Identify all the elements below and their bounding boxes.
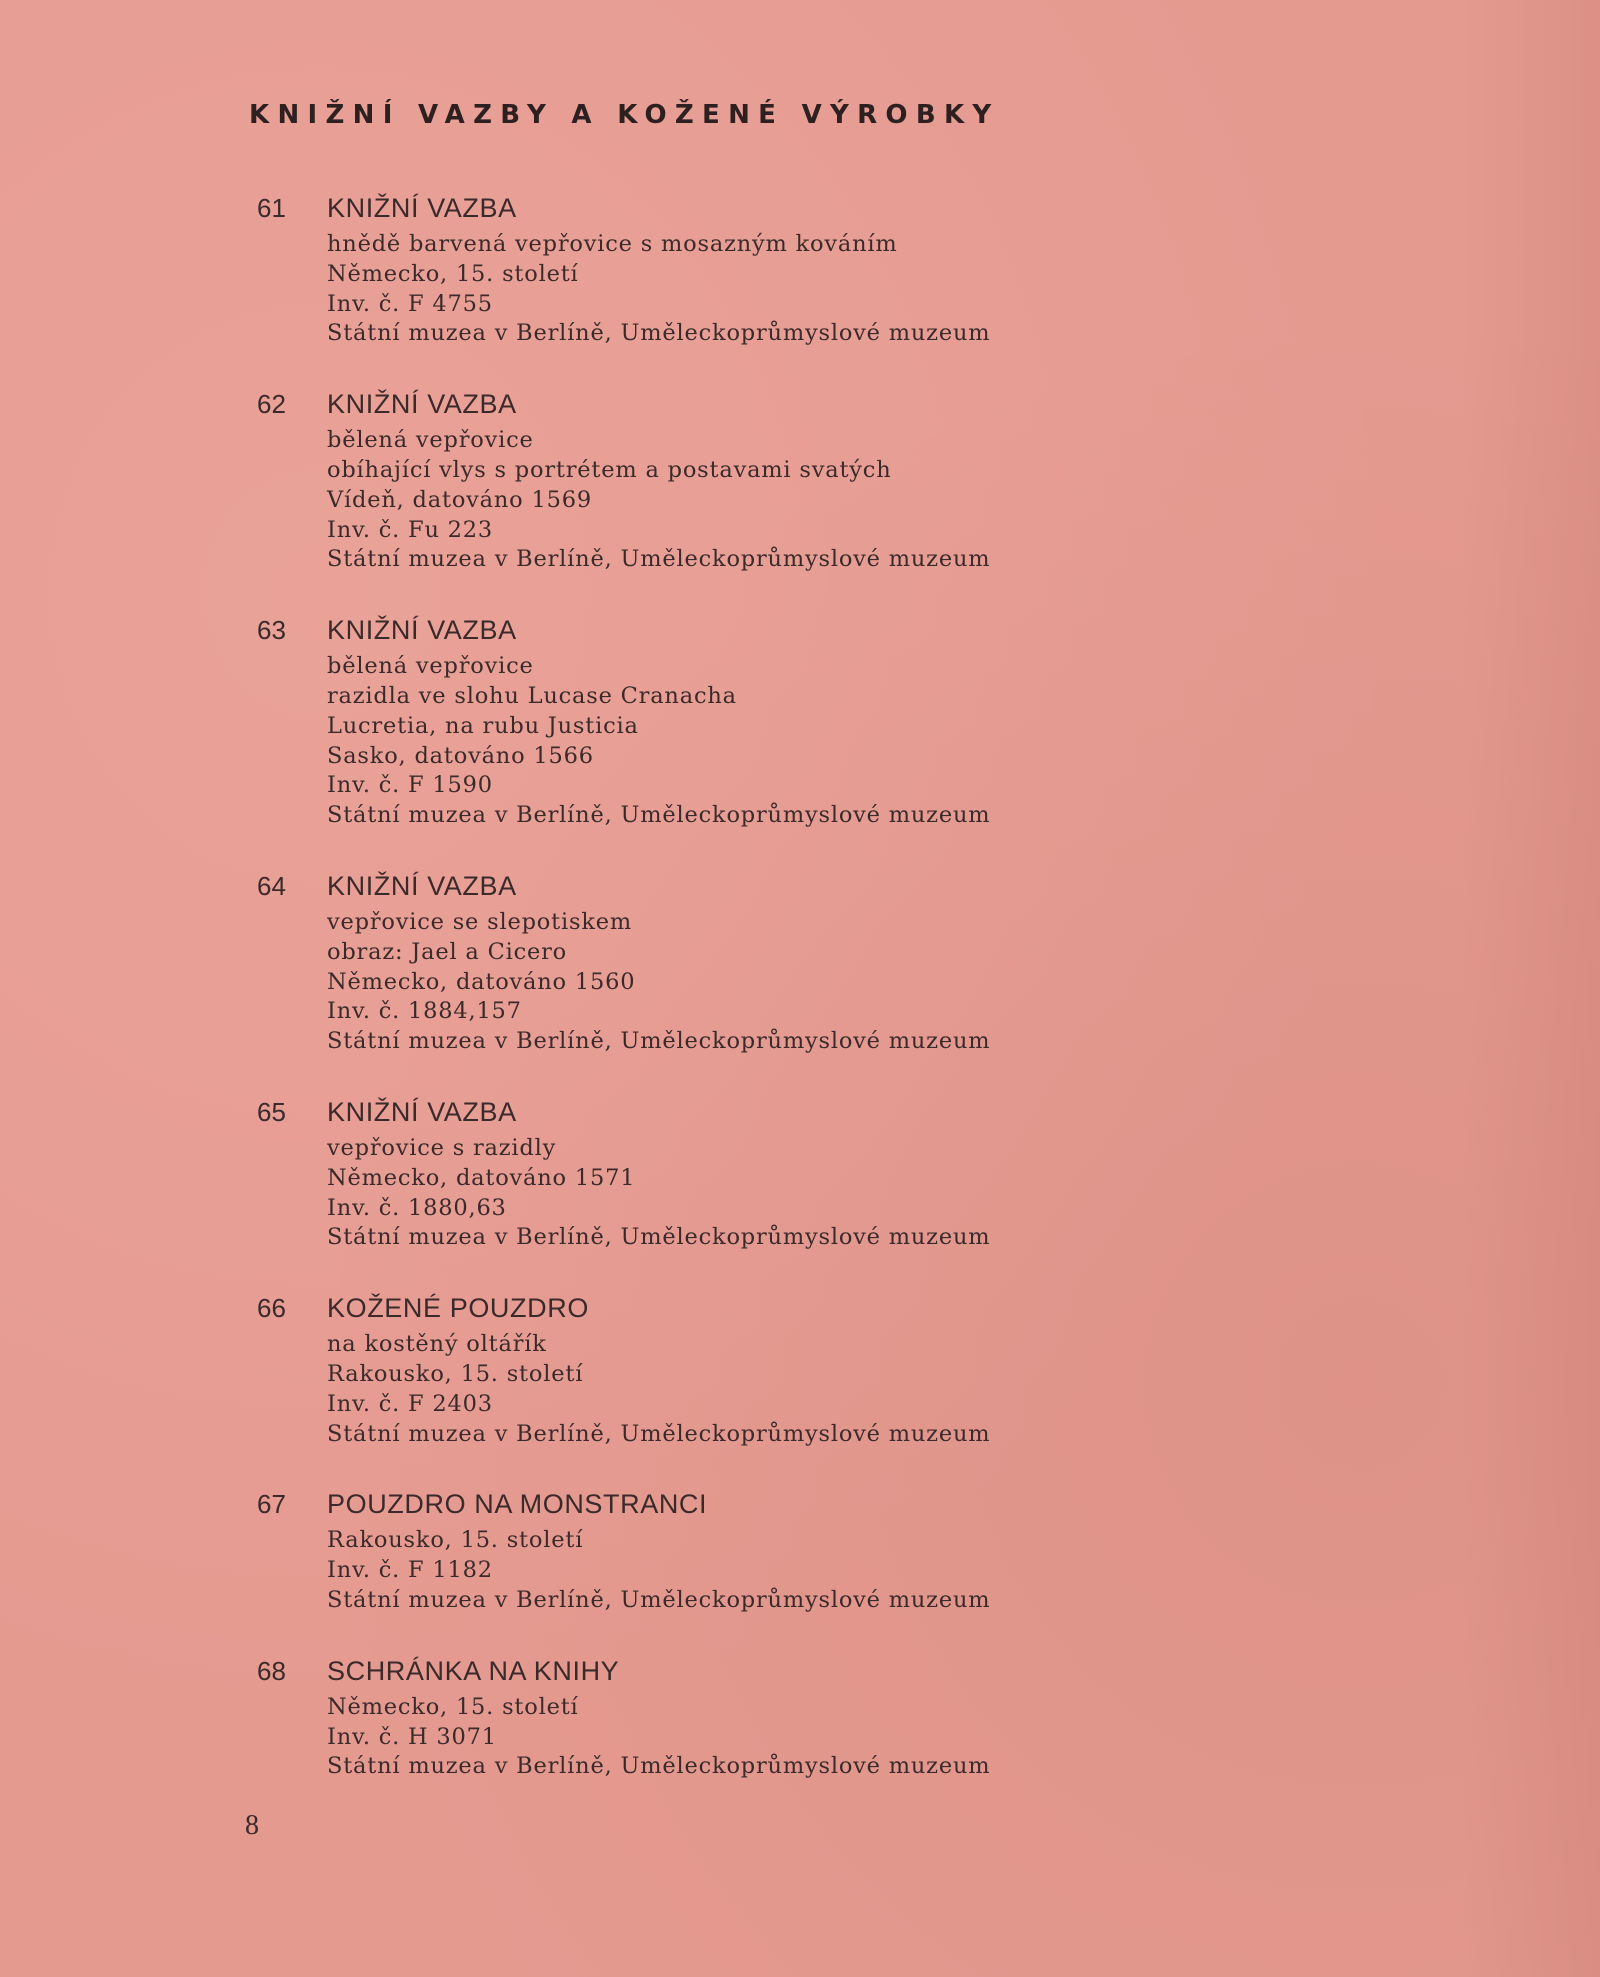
entry-line: Inv. č. 1884,157 [327,998,522,1025]
page-number: 8 [245,1810,259,1841]
entry-line: Inv. č. F 1182 [327,1557,493,1584]
entry-number: 64 [257,870,286,901]
entry-line: bělená vepřovice [327,427,534,454]
entry-line: Rakousko, 15. století [327,1360,584,1387]
entry-title: SCHRÁNKA NA KNIHY [327,1655,620,1686]
entry-number: 65 [257,1096,286,1127]
entry-line: hnědě barvená vepřovice s mosazným kováním [327,231,898,257]
paper-shade [1460,0,1600,1977]
catalog-entry [257,1094,1157,1253]
catalog-entry [257,1653,1157,1782]
entry-line: Inv. č. F 4755 [327,290,493,317]
entry-number: 61 [257,193,286,223]
entry-line: razidla ve slohu Lucase Cranacha [327,682,737,709]
entry-line: Státní muzea v Berlíně, Uměleckoprůmyslové muzeum [327,1028,991,1055]
entry-number: 68 [257,1655,286,1686]
entry-line: Státní muzea v Berlíně, Uměleckoprůmyslové muzeum [327,1224,991,1251]
entry-title: KNIŽNÍ VAZBA [327,615,517,646]
entry-number: 66 [257,1293,286,1324]
entry-line: Německo, datováno 1571 [327,1164,636,1191]
entry-line: obíhající vlys s portrétem a postavami svatých [327,456,892,483]
entry-line: Státní muzea v Berlíně, Uměleckoprůmyslové muzeum [327,546,991,573]
entry-line: Sasko, datováno 1566 [327,742,594,769]
entry-line: Státní muzea v Berlíně, Uměleckoprůmyslové muzeum [327,320,991,347]
entry-line: Vídeň, datováno 1569 [327,486,592,513]
entry-title: POUZDRO NA MONSTRANCI [327,1489,708,1520]
catalog-entries [257,190,1157,1819]
entry-line: Inv. č. H 3071 [327,1723,497,1750]
entry-number: 63 [257,615,286,646]
entry-number: 67 [257,1489,286,1520]
entry-line: obraz: Jael a Cicero [327,938,567,965]
entry-title: KNIŽNÍ VAZBA [327,193,517,223]
entry-line: Německo, 15. století [327,1693,579,1720]
entry-line: Lucretia, na rubu Justicia [327,712,639,739]
entry-line: vepřovice se slepotiskem [327,908,632,935]
entry-line: Inv. č. F 1590 [327,772,493,799]
catalog-entry [257,1486,1157,1615]
section-heading: KNIŽNÍ VAZBY A KOŽENÉ VÝROBKY [249,100,1000,130]
catalog-entry [257,612,1157,831]
catalog-entry [257,1290,1157,1449]
entry-line: Inv. č. F 2403 [327,1390,493,1417]
catalog-entry [257,190,1157,349]
entry-line: Rakousko, 15. století [327,1527,584,1554]
entry-line: Německo, 15. století [327,260,579,287]
entry-line: Státní muzea v Berlíně, Uměleckoprůmyslové muzeum [327,802,991,829]
entry-number: 62 [257,389,286,420]
entry-title: KNIŽNÍ VAZBA [327,1096,517,1127]
entry-line: bělená vepřovice [327,653,534,680]
entry-line: na kostěný oltářík [327,1331,547,1358]
entry-line: vepřovice s razidly [327,1134,557,1161]
entry-title: KNIŽNÍ VAZBA [327,870,517,901]
entry-line: Inv. č. Fu 223 [327,516,494,543]
entry-title: KNIŽNÍ VAZBA [327,389,517,420]
entry-line: Státní muzea v Berlíně, Uměleckoprůmyslové muzeum [327,1420,991,1447]
entry-title: KOŽENÉ POUZDRO [327,1293,589,1324]
catalog-entry [257,868,1157,1057]
entry-line: Inv. č. 1880,63 [327,1194,507,1221]
entry-line: Německo, datováno 1560 [327,968,636,995]
entry-line: Státní muzea v Berlíně, Uměleckoprůmyslové muzeum [327,1753,991,1780]
entry-line: Státní muzea v Berlíně, Uměleckoprůmyslové muzeum [327,1586,991,1613]
catalog-entry [257,386,1157,575]
